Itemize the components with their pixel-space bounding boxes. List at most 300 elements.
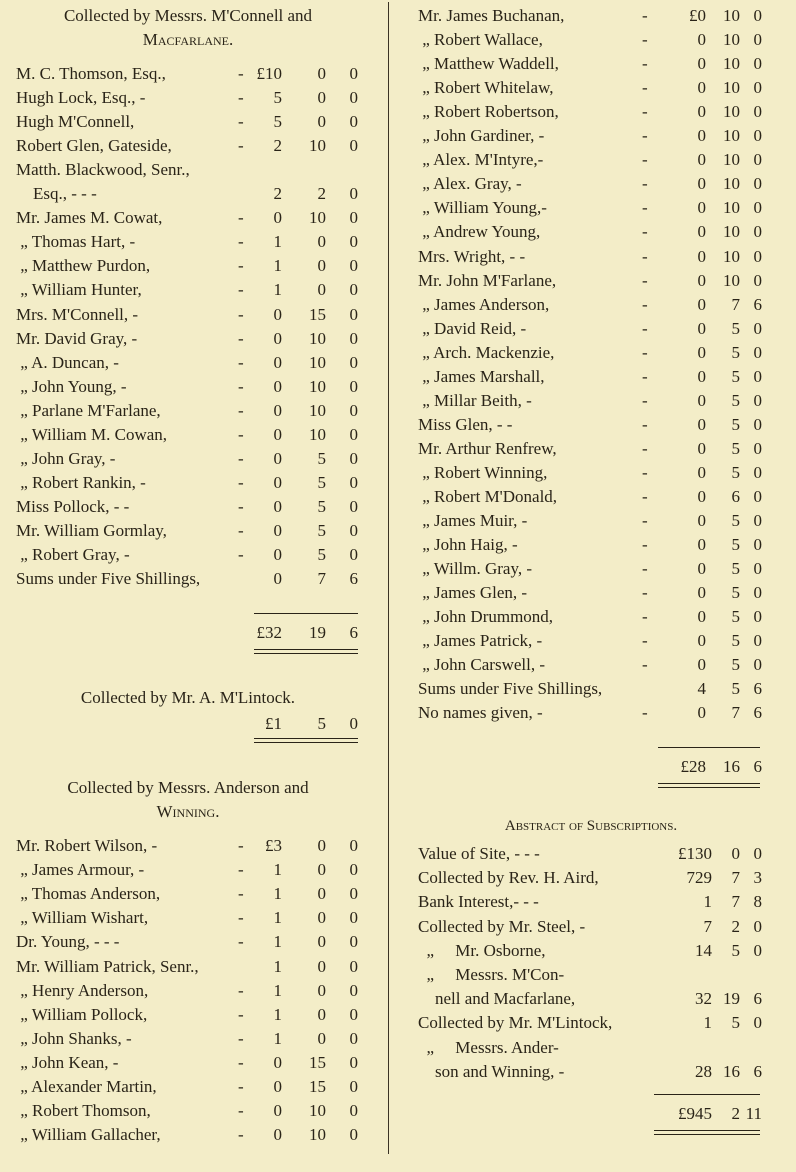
- entry-dash: -: [238, 256, 244, 276]
- entry-row: [16, 303, 360, 327]
- entry-pounds: 0: [273, 1101, 282, 1121]
- entry-pence: 0: [349, 1052, 358, 1072]
- entry-name: Robert Glen, Gateside,: [16, 136, 172, 156]
- entry-pounds: 0: [697, 487, 706, 506]
- heading-line: Collected by Messrs. Anderson and: [67, 778, 309, 797]
- entry-name: „ John Young, -: [16, 376, 127, 396]
- total-double-rule: [658, 783, 760, 788]
- entry-dash: -: [642, 511, 648, 531]
- entry-pence: 0: [349, 232, 358, 252]
- total-pounds: £945: [678, 1104, 712, 1123]
- entry-dash: -: [642, 631, 648, 651]
- entry-shillings: 0: [317, 956, 326, 976]
- entry-dash: -: [238, 280, 244, 300]
- entry-name: „ James Anderson,: [418, 294, 550, 314]
- entry-row: [418, 148, 764, 172]
- entry-row: [16, 495, 360, 519]
- entry-pence: 0: [753, 631, 762, 651]
- entry-name: Dr. Young, - - -: [16, 932, 120, 952]
- entry-pounds: 2: [273, 136, 282, 156]
- entry-pounds: 0: [697, 703, 706, 723]
- entry-pence: 0: [349, 1125, 358, 1145]
- entry-pounds: 1: [273, 1028, 282, 1048]
- entry-shillings: 0: [317, 884, 326, 904]
- entry-pence: 0: [753, 270, 762, 290]
- entry-name: Mr. Robert Wilson, -: [16, 836, 158, 855]
- entry-pounds: 0: [273, 304, 282, 324]
- entry-dash: -: [642, 703, 648, 723]
- entry-pounds: 2: [273, 184, 282, 204]
- entry-shillings: 0: [317, 112, 326, 132]
- entry-name: Mrs. Wright, - -: [418, 246, 526, 266]
- entry-pence: 0: [349, 520, 358, 540]
- entry-shillings: 0: [317, 1004, 326, 1024]
- entry-row: [418, 1011, 764, 1035]
- entry-pence: 0: [753, 390, 762, 410]
- entry-row: [16, 423, 360, 447]
- entry-pounds: 5: [273, 112, 282, 132]
- entry-name: „ John Drummond,: [418, 607, 554, 627]
- entry-pounds: 0: [697, 150, 706, 170]
- entry-pounds: 0: [697, 559, 706, 579]
- entry-shillings: 0: [317, 1028, 326, 1048]
- total-row: [418, 755, 764, 779]
- entry-dash: -: [238, 304, 244, 324]
- entry-row: [418, 605, 764, 629]
- entry-pence: 0: [349, 1101, 358, 1121]
- entry-pounds: 0: [273, 376, 282, 396]
- entry-name: „ Messrs. M'Con-: [418, 965, 565, 984]
- entry-pence: 0: [349, 184, 358, 204]
- entry-row: [418, 533, 764, 557]
- entry-pounds: 14: [695, 940, 712, 960]
- entry-pence: 0: [349, 328, 358, 348]
- entry-pence: 0: [349, 448, 358, 468]
- entry-name: „ Millar Beith, -: [418, 390, 532, 410]
- entry-row: [418, 269, 764, 293]
- entry-shillings: 5: [317, 448, 326, 468]
- section-heading-anderson: [16, 776, 360, 824]
- entry-dash: -: [238, 328, 244, 348]
- entry-name: „ Matthew Waddell,: [418, 54, 559, 74]
- entry-pence: 0: [753, 414, 762, 434]
- entry-name: „ Mr. Osborne,: [418, 940, 546, 960]
- entry-row: [418, 987, 764, 1011]
- entry-row: [418, 701, 764, 725]
- entry-dash: -: [642, 294, 648, 314]
- entry-shillings: 0: [317, 836, 326, 855]
- entry-shillings: 10: [309, 352, 326, 372]
- entry-pence: 0: [349, 836, 358, 855]
- entry-pence: 6: [753, 989, 762, 1009]
- entry-shillings: 5: [317, 472, 326, 492]
- entry-row: [418, 245, 764, 269]
- entry-shillings: 5: [731, 390, 740, 410]
- entry-shillings: 10: [309, 328, 326, 348]
- entry-dash: -: [642, 54, 648, 74]
- entry-pounds: 0: [697, 198, 706, 218]
- entry-pence: 0: [753, 487, 762, 506]
- entry-pounds: 1: [273, 1004, 282, 1024]
- entry-name: „ William M. Cowan,: [16, 424, 168, 444]
- entry-shillings: 10: [723, 174, 740, 194]
- entry-name: „ Robert Wallace,: [418, 30, 543, 50]
- entry-pence: 0: [753, 222, 762, 242]
- entry-shillings: 10: [309, 208, 326, 228]
- entry-pence: 0: [753, 940, 762, 960]
- entry-shillings: 10: [723, 102, 740, 122]
- entry-pounds: 1: [273, 980, 282, 1000]
- entry-row: [16, 1099, 360, 1123]
- entry-dash: -: [642, 246, 648, 266]
- entry-pence: 0: [753, 126, 762, 146]
- entry-row: [16, 1123, 360, 1147]
- entry-dash: -: [238, 932, 244, 952]
- column-divider: [388, 2, 389, 1154]
- entry-shillings: 15: [309, 304, 326, 324]
- entry-pounds: 0: [697, 655, 706, 675]
- entry-pounds: 1: [273, 256, 282, 276]
- entry-pounds: 0: [697, 174, 706, 194]
- entry-name: „ James Patrick, -: [418, 631, 543, 651]
- entry-pence: 0: [753, 438, 762, 458]
- entry-shillings: 5: [731, 511, 740, 531]
- entry-name: „ William Gallacher,: [16, 1125, 161, 1145]
- entry-name: Mr. William Patrick, Senr.,: [16, 956, 199, 976]
- heading-line: Collected by Messrs. M'Connell and: [63, 6, 313, 25]
- entry-shillings: 10: [723, 6, 740, 25]
- entry-row: [418, 890, 764, 914]
- total-pence: 6: [349, 623, 358, 642]
- entry-name: Mr. David Gray, -: [16, 328, 138, 348]
- entry-dash: -: [238, 496, 244, 516]
- entry-row: [16, 1075, 360, 1099]
- entry-name: Sums under Five Shillings,: [418, 679, 603, 699]
- entry-dash: -: [642, 174, 648, 194]
- entry-pounds: 729: [686, 868, 712, 888]
- entry-row: [16, 206, 360, 230]
- entry-name: Matth. Blackwood, Senr.,: [16, 160, 190, 180]
- entry-pounds: 0: [697, 78, 706, 98]
- entry-shillings: 5: [731, 366, 740, 386]
- entry-shillings: 5: [731, 318, 740, 338]
- entry-name: „ Willm. Gray, -: [418, 559, 533, 579]
- entry-dash: -: [642, 462, 648, 482]
- entry-pounds: 0: [697, 607, 706, 627]
- entry-pence: 0: [753, 30, 762, 50]
- entry-pence: 0: [349, 980, 358, 1000]
- entry-pounds: 0: [697, 583, 706, 603]
- entry-row: [418, 52, 764, 76]
- entry-dash: -: [642, 102, 648, 122]
- entry-row: [16, 110, 360, 134]
- entry-shillings: 5: [731, 679, 740, 699]
- entry-row: [418, 76, 764, 100]
- entry-dash: -: [642, 559, 648, 579]
- entry-name: nell and Macfarlane,: [418, 989, 576, 1009]
- entry-row: [16, 567, 360, 591]
- entry-dash: -: [642, 366, 648, 386]
- entry-row: [16, 134, 360, 158]
- entry-dash: -: [642, 583, 648, 603]
- entry-name: „ Henry Anderson,: [16, 980, 149, 1000]
- entry-pounds: 0: [697, 438, 706, 458]
- entry-row: [418, 629, 764, 653]
- entry-pounds: £130: [678, 844, 712, 863]
- entry-name: No names given, -: [418, 703, 543, 723]
- entry-dash: -: [642, 270, 648, 290]
- entry-pounds: 1: [273, 932, 282, 952]
- entry-pence: 0: [349, 956, 358, 976]
- total-pence: 6: [753, 757, 762, 776]
- entry-name: „ Andrew Young,: [418, 222, 541, 242]
- entry-row: [418, 842, 764, 866]
- entry-pence: 6: [349, 569, 358, 589]
- total-shillings: 16: [723, 757, 740, 776]
- entry-pence: 0: [349, 256, 358, 276]
- entry-name: Mr. John M'Farlane,: [418, 270, 557, 290]
- entry-row: [16, 955, 360, 979]
- entry-pence: 0: [753, 54, 762, 74]
- entry-shillings: 7: [731, 703, 740, 723]
- entry-pounds: 1: [273, 860, 282, 880]
- entry-name: Mrs. M'Connell, -: [16, 304, 139, 324]
- total-pounds: £1: [265, 714, 282, 733]
- entry-dash: -: [238, 836, 244, 855]
- entry-dash: -: [642, 318, 648, 338]
- entry-pounds: 28: [695, 1061, 712, 1081]
- entry-dash: -: [238, 860, 244, 880]
- entry-pounds: 0: [273, 1052, 282, 1072]
- entry-row: [418, 28, 764, 52]
- entry-name: Miss Glen, - -: [418, 414, 513, 434]
- entry-dash: -: [642, 78, 648, 98]
- entry-dash: -: [238, 208, 244, 228]
- entry-row: [418, 915, 764, 939]
- entry-pounds: 0: [273, 328, 282, 348]
- entry-name: „ William Hunter,: [16, 280, 142, 300]
- entry-name: „ John Gray, -: [16, 448, 116, 468]
- entry-shillings: 7: [317, 569, 326, 589]
- entry-name: „ Messrs. Ander-: [418, 1037, 559, 1057]
- entry-shillings: 5: [317, 496, 326, 516]
- entry-dash: -: [238, 1052, 244, 1072]
- entry-pence: 0: [753, 511, 762, 531]
- entry-pounds: 0: [273, 400, 282, 420]
- entry-dash: -: [642, 535, 648, 555]
- entry-pence: 0: [349, 545, 358, 564]
- entry-pounds: 1: [273, 956, 282, 976]
- entry-shillings: 10: [309, 1125, 326, 1145]
- entry-shillings: 7: [731, 868, 740, 888]
- entry-shillings: 0: [317, 88, 326, 108]
- entry-name: „ John Carswell, -: [418, 655, 546, 675]
- entry-row: [16, 979, 360, 1003]
- entry-shillings: 7: [731, 294, 740, 314]
- entry-pounds: 1: [273, 280, 282, 300]
- entry-pence: 0: [349, 208, 358, 228]
- entry-row: [16, 254, 360, 278]
- entry-shillings: 0: [317, 232, 326, 252]
- entry-pounds: 0: [697, 30, 706, 50]
- entry-name: Mr. William Gormlay,: [16, 520, 167, 540]
- entry-name: Value of Site, - - -: [418, 844, 540, 863]
- entry-dash: -: [238, 352, 244, 372]
- entry-shillings: 15: [309, 1052, 326, 1072]
- entry-pounds: 1: [273, 884, 282, 904]
- entry-name: Bank Interest,- - -: [418, 892, 539, 912]
- entry-name: Mr. James M. Cowat,: [16, 208, 163, 228]
- total-shillings: 5: [317, 714, 326, 733]
- entry-dash: -: [238, 1028, 244, 1048]
- entry-name: „ A. Duncan, -: [16, 352, 119, 372]
- entry-shillings: 16: [723, 1061, 740, 1081]
- entry-shillings: 10: [723, 246, 740, 266]
- entry-shillings: 5: [731, 559, 740, 579]
- entry-name: „ Robert Thomson,: [16, 1101, 151, 1121]
- entry-dash: -: [642, 655, 648, 675]
- entry-name: „ James Muir, -: [418, 511, 528, 531]
- entry-pounds: 0: [273, 448, 282, 468]
- entry-name: Mr. James Buchanan,: [418, 6, 565, 25]
- entry-dash: -: [642, 6, 648, 25]
- entry-dash: -: [642, 150, 648, 170]
- entry-name: „ Matthew Purdon,: [16, 256, 151, 276]
- entry-pence: 6: [753, 294, 762, 314]
- total-double-rule: [254, 738, 358, 743]
- entry-name: „ William Wishart,: [16, 908, 149, 928]
- entry-dash: -: [642, 438, 648, 458]
- entry-pounds: 0: [697, 102, 706, 122]
- entry-name: „ Alex. Gray, -: [418, 174, 522, 194]
- entry-row: [418, 196, 764, 220]
- entry-pounds: 0: [697, 390, 706, 410]
- entry-pence: 0: [753, 198, 762, 218]
- entry-shillings: 10: [723, 54, 740, 74]
- entry-shillings: 2: [317, 184, 326, 204]
- entry-name: Sums under Five Shillings,: [16, 569, 201, 589]
- total-rule: [254, 613, 358, 614]
- entry-name: „ John Haig, -: [418, 535, 518, 555]
- entry-pounds: 7: [703, 916, 712, 936]
- entry-name: Collected by Mr. Steel, -: [418, 916, 586, 936]
- entry-shillings: 10: [723, 78, 740, 98]
- entry-pounds: 0: [697, 294, 706, 314]
- entry-pounds: £10: [256, 64, 282, 83]
- entry-pounds: 0: [697, 126, 706, 146]
- total-shillings: 19: [309, 623, 326, 642]
- entry-pence: 0: [349, 304, 358, 324]
- entry-dash: -: [642, 126, 648, 146]
- entry-row: [16, 906, 360, 930]
- entry-name: „ Robert Gray, -: [16, 545, 130, 564]
- entry-dash: -: [238, 376, 244, 396]
- entry-row: [16, 86, 360, 110]
- total-pence: 0: [349, 714, 358, 733]
- entry-row: [16, 351, 360, 375]
- entry-pounds: 0: [273, 520, 282, 540]
- entry-shillings: 0: [317, 908, 326, 928]
- total-pounds: £28: [680, 757, 706, 776]
- entry-row: [16, 1027, 360, 1051]
- entry-dash: -: [238, 112, 244, 132]
- entry-name: „ Thomas Hart, -: [16, 232, 136, 252]
- total-double-rule: [654, 1130, 760, 1135]
- entry-pence: 6: [753, 703, 762, 723]
- entry-row: [418, 557, 764, 581]
- entry-pence: 0: [753, 844, 762, 863]
- entry-pence: 0: [349, 424, 358, 444]
- entry-pence: 0: [753, 535, 762, 555]
- entry-pence: 0: [753, 246, 762, 266]
- entry-name: Mr. Arthur Renfrew,: [418, 438, 557, 458]
- entry-dash: -: [238, 1004, 244, 1024]
- entry-pounds: 0: [273, 472, 282, 492]
- entry-name: „ James Glen, -: [418, 583, 528, 603]
- entry-row: [418, 653, 764, 677]
- entry-name: „ Robert Winning,: [418, 462, 548, 482]
- entry-pence: 0: [349, 932, 358, 952]
- entry-pence: 0: [349, 64, 358, 83]
- entry-shillings: 5: [731, 607, 740, 627]
- entry-pence: 0: [753, 174, 762, 194]
- entry-dash: -: [238, 64, 244, 83]
- entry-shillings: 0: [317, 256, 326, 276]
- entry-pence: 0: [349, 112, 358, 132]
- entry-pounds: 0: [697, 222, 706, 242]
- entry-shillings: 10: [723, 126, 740, 146]
- abstract-heading: [418, 814, 764, 838]
- entry-dash: -: [238, 472, 244, 492]
- entry-row: [418, 341, 764, 365]
- entry-pounds: 0: [273, 496, 282, 516]
- entry-row: [418, 963, 764, 987]
- entry-row: [16, 858, 360, 882]
- entry-shillings: 15: [309, 1077, 326, 1096]
- entry-pounds: 0: [273, 352, 282, 372]
- entry-dash: -: [642, 487, 648, 506]
- entry-pence: 3: [753, 868, 762, 888]
- entry-pence: 0: [753, 583, 762, 603]
- entry-pence: 0: [753, 6, 762, 25]
- entry-pounds: 4: [697, 679, 706, 699]
- entry-dash: -: [238, 545, 244, 564]
- entry-pounds: 1: [703, 892, 712, 912]
- total-rule: [658, 747, 760, 748]
- entry-pence: 0: [753, 366, 762, 386]
- entry-name: „ James Marshall,: [418, 366, 545, 386]
- entry-dash: -: [238, 980, 244, 1000]
- entry-pounds: 0: [697, 270, 706, 290]
- entry-row: [418, 220, 764, 244]
- entry-pounds: 0: [697, 462, 706, 482]
- entry-name: „ William Pollock,: [16, 1004, 148, 1024]
- entry-pounds: £0: [689, 6, 706, 25]
- entry-name: „ John Gardiner, -: [418, 126, 545, 146]
- entry-pence: 0: [753, 150, 762, 170]
- entry-name: „ Robert Rankin, -: [16, 472, 146, 492]
- entry-name: „ William Young,-: [418, 198, 547, 218]
- entry-shillings: 10: [723, 150, 740, 170]
- total-shillings: 2: [731, 1104, 740, 1123]
- entry-name: „ Thomas Anderson,: [16, 884, 161, 904]
- entry-pence: 8: [753, 892, 762, 912]
- entry-dash: -: [238, 88, 244, 108]
- entry-name: Collected by Rev. H. Aird,: [418, 868, 599, 888]
- entry-shillings: 5: [731, 462, 740, 482]
- entry-dash: -: [238, 400, 244, 420]
- entry-row: [16, 930, 360, 954]
